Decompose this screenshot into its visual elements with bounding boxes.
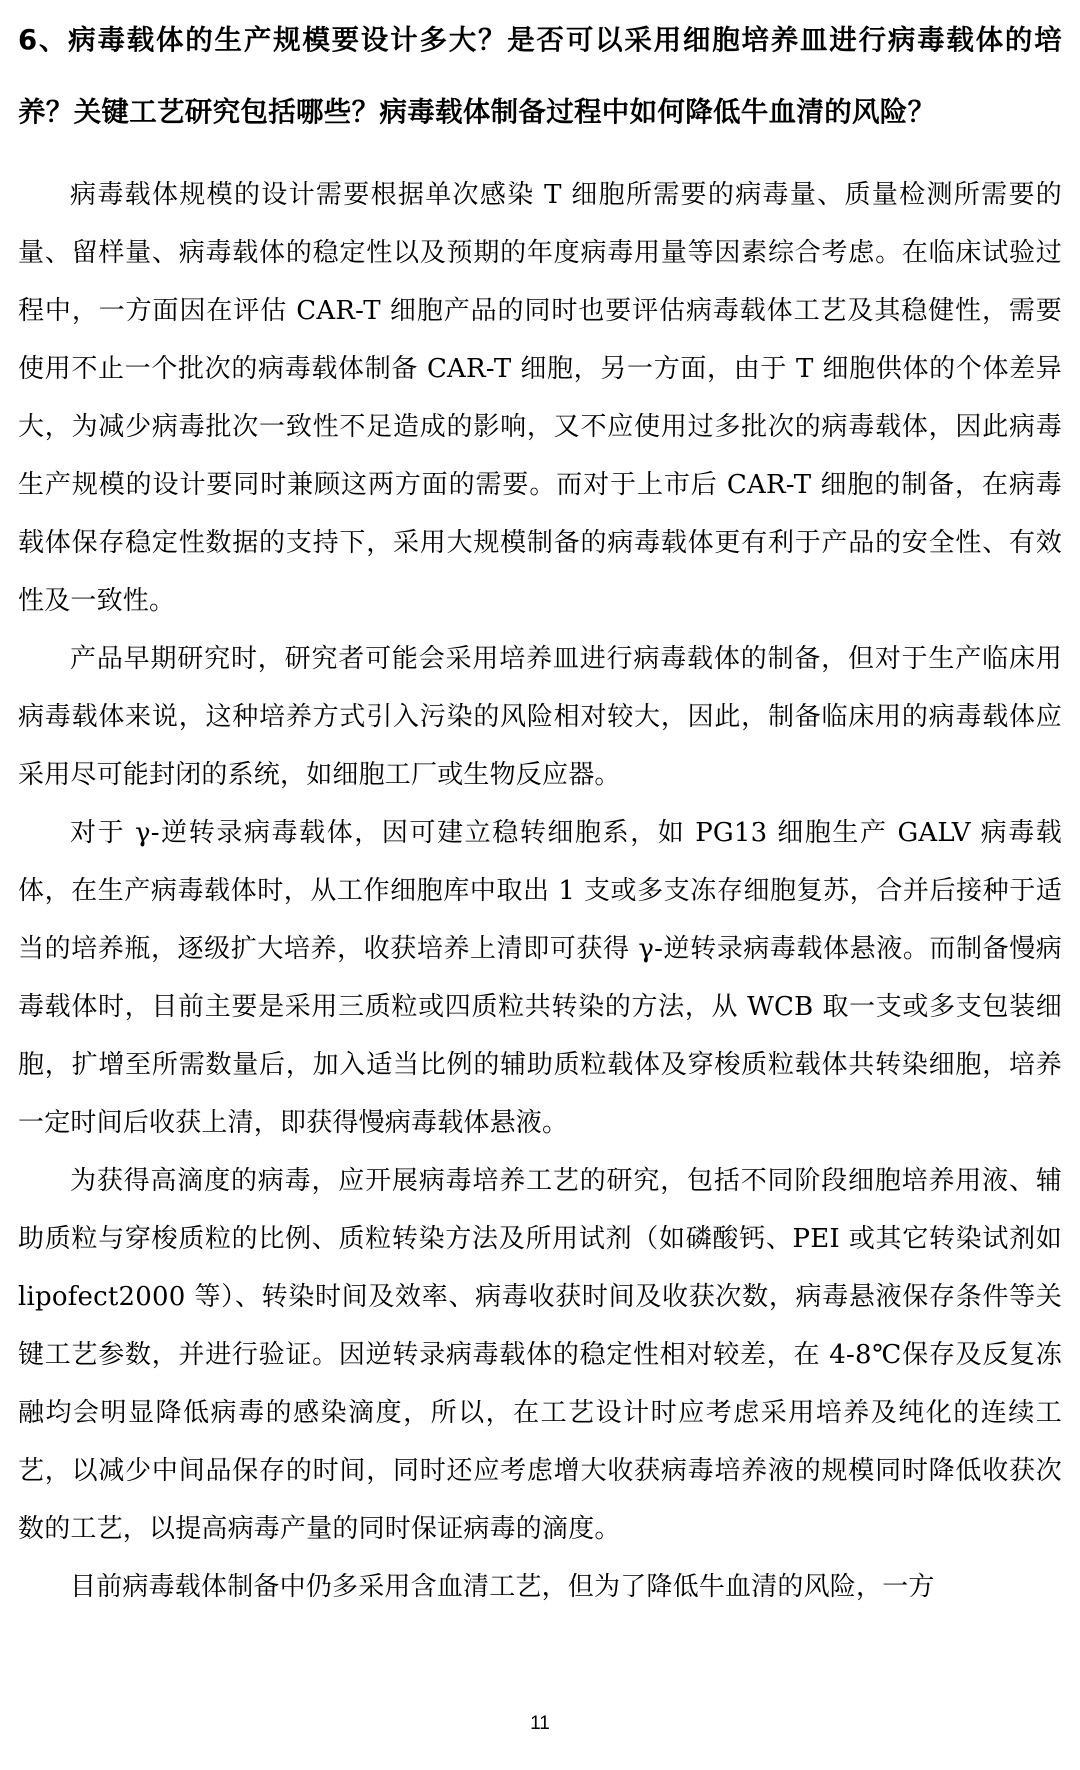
paragraph-scale-design: 病毒载体规模的设计需要根据单次感染 T 细胞所需要的病毒量、质量检测所需要的量、留样量、病毒载体的稳定性以及预期的年度病毒用量等因素综合考虑。在临床试验过程中，一方面因在评估 CAR-T 细胞产品的同时也要评估病毒载体工艺及其稳健性，需要使用不止一个批次的病毒载体制备 CAR-T 细胞，另一方面，由于 T 细胞供体的个体差异大，为减少病毒批次一致性不足造成的影响，又不应使用过多批次的病毒载体，因此病毒生产规模的设计要同时兼顾这两方面的需要。而对于上市后 CAR-T 细胞的制备，在病毒载体保存稳定性数据的支持下，采用大规模制备的病毒载体更有利于产品的安全性、有效性及一致性。 bbox=[18, 180, 1062, 616]
page-number: 11 bbox=[530, 1713, 550, 1734]
answer-body bbox=[18, 166, 1062, 1616]
paragraph-serum-risk: 目前病毒载体制备中仍多采用含血清工艺，但为了降低牛血清的风险，一方 bbox=[70, 1572, 935, 1602]
paragraph-vector-production: 对于 γ-逆转录病毒载体，因可建立稳转细胞系，如 PG13 细胞生产 GALV 病毒载体，在生产病毒载体时，从工作细胞库中取出 1 支或多支冻存细胞复苏，合并后接种于适当的培养瓶，逐级扩大培养，收获培养上清即可获得 γ-逆转录病毒载体悬液。而制备慢病毒载体时，目前主要是采用三质粒或四质粒共转染的方法，从 WCB 取一支或多支包装细胞，扩增至所需数量后，加入适当比例的辅助质粒载体及穿梭质粒载体共转染细胞，培养一定时间后收获上清，即获得慢病毒载体悬液。 bbox=[18, 818, 1062, 1138]
question-heading: 6、病毒载体的生产规模要设计多大？是否可以采用细胞培养皿进行病毒载体的培养？关键工艺研究包括哪些？病毒载体制备过程中如何降低牛血清的风险？ bbox=[18, 24, 1062, 128]
paragraph-key-process: 为获得高滴度的病毒，应开展病毒培养工艺的研究，包括不同阶段细胞培养用液、辅助质粒与穿梭质粒的比例、质粒转染方法及所用试剂（如磷酸钙、PEI 或其它转染试剂如 lipofect2000 等）、转染时间及效率、病毒收获时间及收获次数，病毒悬液保存条件等关键工艺参数，并进行验证。因逆转录病毒载体的稳定性相对较差，在 4-8℃保存及反复冻融均会明显降低病毒的感染滴度，所以，在工艺设计时应考虑采用培养及纯化的连续工艺，以减少中间品保存的时间，同时还应考虑增大收获病毒培养液的规模同时降低收获次数的工艺，以提高病毒产量的同时保证病毒的滴度。 bbox=[18, 1166, 1062, 1544]
paragraph-culture-dish: 产品早期研究时，研究者可能会采用培养皿进行病毒载体的制备，但对于生产临床用病毒载体来说，这种培养方式引入污染的风险相对较大，因此，制备临床用的病毒载体应采用尽可能封闭的系统，如细胞工厂或生物反应器。 bbox=[18, 644, 1062, 790]
